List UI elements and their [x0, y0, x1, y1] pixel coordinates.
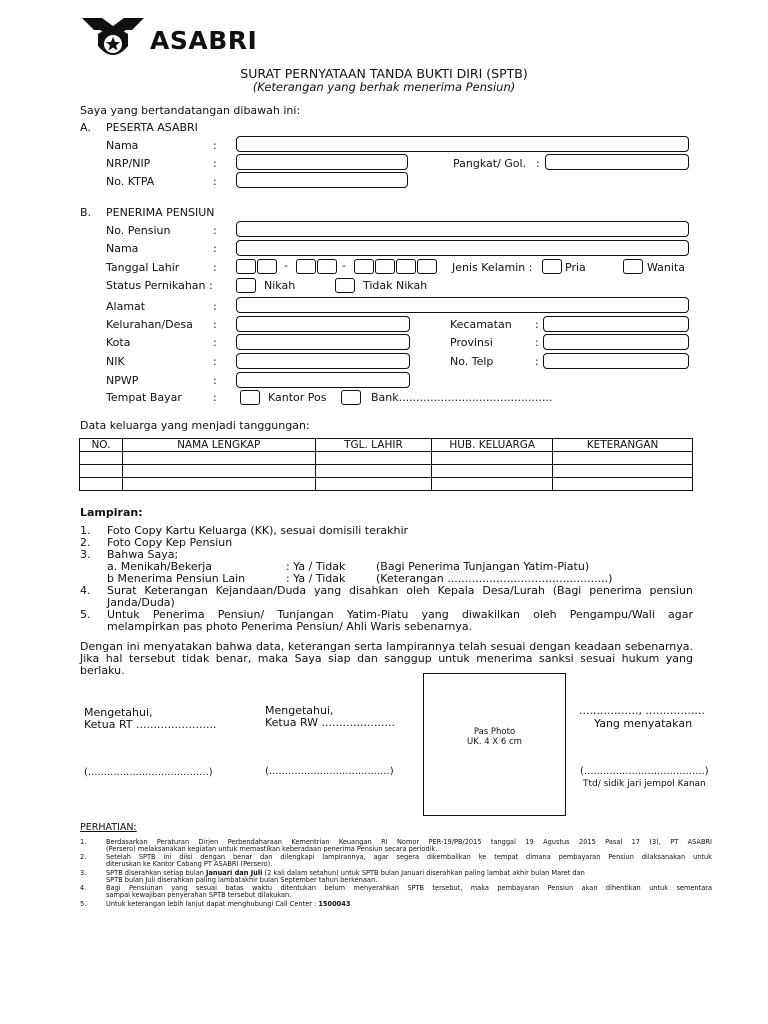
statement-line-3: berlaku. — [80, 664, 125, 677]
perhatian-num: 4. — [80, 884, 87, 892]
date-separator: - — [284, 259, 288, 272]
kantor-pos-label: Kantor Pos — [268, 391, 327, 404]
birth-month-digit-2[interactable] — [317, 259, 337, 274]
sub-b-choice: : Ya / Tidak — [286, 572, 346, 585]
birth-year-digit-1[interactable] — [354, 259, 374, 274]
colon: : — [213, 242, 217, 255]
colon: : — [536, 157, 540, 170]
colon: : — [213, 175, 217, 188]
birth-day-digit-1[interactable] — [236, 259, 256, 274]
perhatian-5-line — [106, 900, 350, 908]
perhatian-title: PERHATIAN: — [80, 822, 137, 833]
section-a-title: PESERTA ASABRI — [106, 121, 198, 134]
lampiran-item: Foto Copy Kartu Keluarga (KK), sesuai domisili terakhir — [107, 524, 409, 537]
family-table — [79, 438, 693, 491]
a-ktpa-field[interactable] — [236, 172, 408, 188]
section-b-marker: B. — [80, 206, 92, 219]
self-signature-line[interactable]: (......................................) — [580, 766, 709, 777]
perhatian-num: 3. — [80, 869, 87, 877]
intro-text: Saya yang bertandatangan dibawah ini: — [80, 104, 301, 117]
b-nama-field[interactable] — [236, 240, 689, 256]
perhatian-3-line2: SPTB bulan Juli diserahkan paling lambatakhir bulan September tahun berkenaan. — [106, 876, 378, 884]
col-nama: NAMA LENGKAP — [122, 439, 315, 452]
section-b-title: PENERIMA PENSIUN — [106, 206, 215, 219]
lampiran-item: Foto Copy Kep Pensiun — [107, 536, 233, 549]
b-kelurahan-field[interactable] — [236, 316, 410, 332]
nikah-label: Nikah — [264, 279, 296, 292]
sub-a-note: (Bagi Penerima Tunjangan Yatim-Piatu) — [376, 560, 590, 573]
perhatian-4-line2: sampai kewajiban penyerahan SPTB tersebut dilakukan. — [106, 891, 292, 899]
table-row[interactable] — [80, 465, 693, 478]
family-header-row — [80, 439, 693, 452]
call-center-number: 1500043 — [318, 900, 351, 908]
family-title: Data keluarga yang menjadi tanggungan: — [80, 419, 310, 432]
rw-signature-line[interactable]: (......................................) — [265, 766, 394, 777]
b-tempat-bayar-label: Tempat Bayar — [106, 391, 182, 404]
rw-mengetahui: Mengetahui, — [265, 704, 334, 717]
lampiran-item-5-line1: Untuk Penerima Pensiun/ Tunjangan Yatim-Piatu yang diwakilkan oleh Pengampu/Wali agar — [107, 608, 693, 621]
b-kota-field[interactable] — [236, 334, 410, 350]
colon: : — [213, 300, 217, 313]
lampiran-num: 4. — [80, 584, 91, 597]
colon: : — [213, 139, 217, 152]
col-tgl-lahir: TGL. LAHIR — [315, 439, 432, 452]
bank-label: Bank............................................ — [371, 391, 553, 404]
b-npwp-field[interactable] — [236, 372, 410, 388]
colon: : — [213, 318, 217, 331]
b-alamat-label: Alamat — [106, 300, 146, 313]
nikah-checkbox[interactable] — [236, 278, 256, 293]
b-provinsi-label: Provinsi — [450, 336, 493, 349]
sub-b-label: b Menerima Pensiun Lain — [107, 572, 246, 585]
sub-a-label: a. Menikah/Bekerja — [107, 560, 212, 573]
b-kota-label: Kota — [106, 336, 131, 349]
lampiran-num: 2. — [80, 536, 91, 549]
colon: : — [213, 391, 217, 404]
wanita-label: Wanita — [647, 261, 685, 274]
perhatian-3-bold: Januari dan Juli — [206, 869, 263, 877]
b-no-pensiun-label: No. Pensiun — [106, 224, 171, 237]
b-kecamatan-label: Kecamatan — [450, 318, 512, 331]
b-telp-field[interactable] — [543, 353, 689, 369]
b-npwp-label: NPWP — [106, 374, 139, 387]
yang-menyatakan: Yang menyatakan — [594, 717, 693, 730]
page-subtitle: (Keterangan yang berhak menerima Pensiun) — [252, 80, 516, 94]
colon: : — [213, 374, 217, 387]
bank-checkbox[interactable] — [341, 390, 361, 405]
b-kelurahan-label: Kelurahan/Desa — [106, 318, 193, 331]
asabri-emblem-icon — [80, 16, 146, 62]
ttd-note: Ttd/ sidik jari jempol Kanan — [583, 779, 706, 789]
col-hub-keluarga: HUB. KELUARGA — [432, 439, 553, 452]
b-nama-label: Nama — [106, 242, 139, 255]
section-a-marker: A. — [80, 121, 91, 134]
perhatian-2-line1: Setelah SPTB ini diisi dengan benar dan dilengkapi lampirannya, agar segera dikembalikan ke tempat dimana pembayaran Pensiun dilaksanakan untuk — [106, 853, 712, 861]
page-title: SURAT PERNYATAAN TANDA BUKTI DIRI (SPTB) — [240, 66, 528, 81]
lampiran-num: 5. — [80, 608, 91, 621]
perhatian-num: 1. — [80, 838, 87, 846]
kantor-pos-checkbox[interactable] — [240, 390, 260, 405]
colon: : — [213, 355, 217, 368]
logo-wordmark: ASABRI — [150, 26, 258, 55]
sub-a-choice: : Ya / Tidak — [286, 560, 346, 573]
lampiran-num: 1. — [80, 524, 91, 537]
tidak-nikah-label: Tidak Nikah — [363, 279, 428, 292]
a-pangkat-label: Pangkat/ Gol. — [453, 157, 527, 170]
lampiran-item-4-line2: Janda/Duda) — [107, 596, 175, 609]
perhatian-3-part-a: SPTB diserahkan setiap bulan — [106, 869, 207, 877]
birth-month-digit-1[interactable] — [296, 259, 316, 274]
col-no: NO. — [80, 439, 123, 452]
b-tanggal-lahir-label: Tanggal Lahir — [106, 261, 180, 274]
pria-label: Pria — [565, 261, 586, 274]
b-status-label: Status Pernikahan : — [106, 279, 213, 292]
b-alamat-field[interactable] — [236, 297, 689, 313]
lampiran-item: Bahwa Saya; — [107, 548, 179, 561]
b-nik-label: NIK — [106, 355, 125, 368]
place-date[interactable]: ................., ................. — [579, 704, 705, 717]
a-nama-label: Nama — [106, 139, 139, 152]
date-separator: - — [342, 259, 346, 272]
rt-ketua: Ketua RT ....................... — [84, 718, 217, 731]
perhatian-5-text: Untuk keterangan lebih lanjut dapat menghubungi Call Center : — [106, 900, 319, 908]
b-nik-field[interactable] — [236, 353, 410, 369]
perhatian-2-line2: diteruskan ke Kantor Cabang PT ASABRI (Persero). — [106, 860, 273, 868]
table-row[interactable] — [80, 452, 693, 465]
logo — [80, 16, 270, 62]
b-telp-label: No. Telp — [450, 355, 494, 368]
table-row[interactable] — [80, 478, 693, 491]
birth-year-digit-3[interactable] — [396, 259, 416, 274]
lampiran-num: 3. — [80, 548, 91, 561]
pas-photo-label: Pas Photo — [473, 727, 516, 737]
colon: : — [535, 336, 539, 349]
a-pangkat-field[interactable] — [545, 154, 689, 170]
wanita-checkbox[interactable] — [623, 259, 643, 274]
pria-checkbox[interactable] — [542, 259, 562, 274]
perhatian-num: 5. — [80, 900, 87, 908]
birth-year-digit-2[interactable] — [375, 259, 395, 274]
colon: : — [213, 336, 217, 349]
pas-photo-box[interactable] — [423, 673, 566, 816]
colon: : — [213, 157, 217, 170]
b-no-pensiun-field[interactable] — [236, 221, 689, 237]
a-nrp-label: NRP/NIP — [106, 157, 151, 170]
col-keterangan: KETERANGAN — [553, 439, 693, 452]
birth-day-digit-2[interactable] — [257, 259, 277, 274]
colon: : — [213, 261, 217, 274]
lampiran-title: Lampiran: — [80, 506, 143, 519]
statement-line-2: Jika hal tersebut tidak benar, maka Saya siap dan sanggup untuk menerima sanksi sesuai hukum yang — [80, 652, 693, 665]
perhatian-num: 2. — [80, 853, 87, 861]
perhatian-1-line1: Berdasarkan Peraturan Dirjen Perbendaharaan Kementrian Keuangan RI Nomor PER-19/PB/2015 tanggal 19 Agustus 2015 Pasal 17 (3), PT ASABRI — [106, 838, 712, 846]
b-kecamatan-field[interactable] — [543, 316, 689, 332]
perhatian-4-line1: Bagi Pensiunan yang sesuai batas waktu ditentukan belum menyerahkan SPTB tersebut, maka pembayaran Pensiun akan dihentikan untuk sementara — [106, 884, 712, 892]
lampiran-item-5-line2: melampirkan pas photo Penerima Pensiun/ Ahli Waris sebenarnya. — [107, 620, 473, 633]
colon: : — [535, 355, 539, 368]
b-jenis-kelamin-label: Jenis Kelamin : — [452, 261, 533, 274]
rw-ketua: Ketua RW ..................... — [265, 716, 395, 729]
a-ktpa-label: No. KTPA — [106, 175, 155, 188]
lampiran-item-4-line1: Surat Keterangan Kejandaan/Duda yang disahkan oleh Kepala Desa/Lurah (Bagi penerima pensiun — [107, 584, 693, 597]
b-provinsi-field[interactable] — [543, 334, 689, 350]
tidak-nikah-checkbox[interactable] — [335, 278, 355, 293]
colon: : — [535, 318, 539, 331]
perhatian-3-part-c: (2 kali dalam setahun) untuk SPTB bulan Januari diserahkan paling lambat akhir bulan Maret dan — [262, 869, 585, 877]
sub-b-note: (Keterangan ..............................................) — [376, 572, 613, 585]
colon: : — [213, 224, 217, 237]
rt-mengetahui: Mengetahui, — [84, 706, 153, 719]
birth-year-digit-4[interactable] — [417, 259, 437, 274]
rt-signature-line[interactable]: (......................................) — [84, 767, 213, 778]
a-nrp-field[interactable] — [236, 154, 408, 170]
statement-line-1: Dengan ini menyatakan bahwa data, keterangan serta lampirannya telah sesuai dengan keadaan sebenarnya. — [80, 640, 693, 653]
pas-photo-size: UK. 4 X 6 cm — [467, 737, 522, 747]
perhatian-1-line2: (Persero) melaksanakan kegiatan untuk memastikan keberadaan penerima Pensiun secara periodik. — [106, 845, 438, 853]
a-nama-field[interactable] — [236, 136, 689, 152]
